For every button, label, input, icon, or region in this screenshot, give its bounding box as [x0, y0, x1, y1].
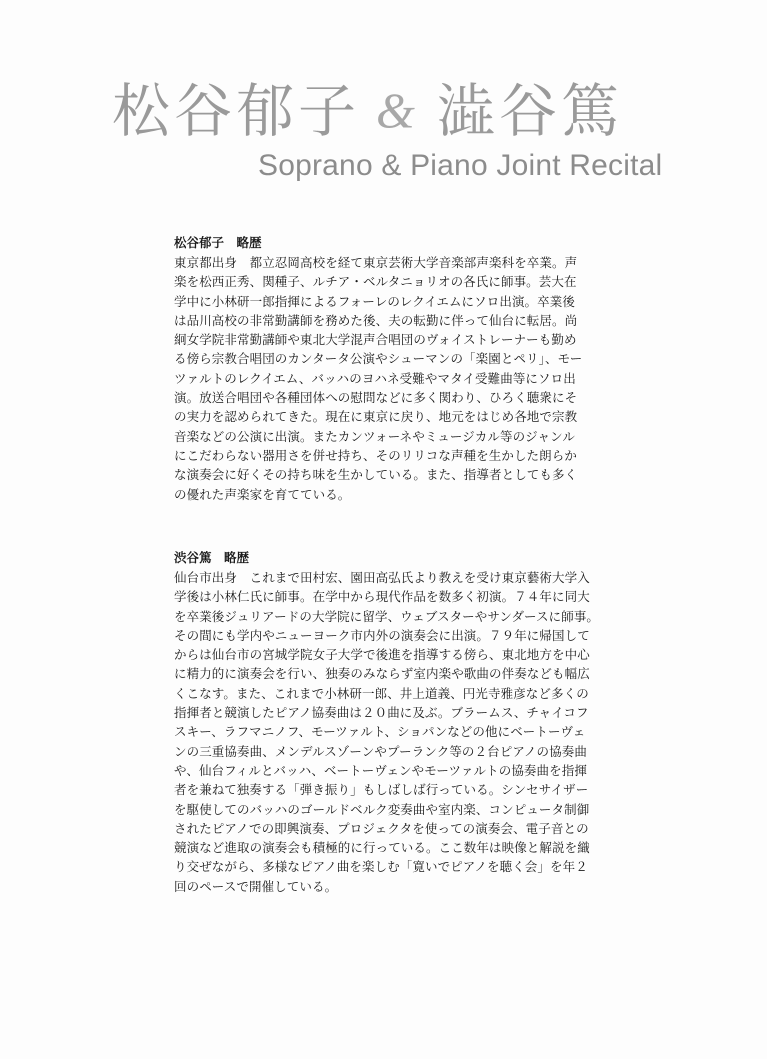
bio-line: 学後は小林仁氏に師事。在学中から現代作品を数多く初演。７４年に同大 [174, 589, 590, 605]
bio-line: の実力を認められてきた。現在に東京に戻り、地元をはじめ各地で宗教 [174, 409, 578, 425]
bio-line: 学中に小林研一郎指揮によるフォーレのレクイエムにソロ出演。卒業後 [174, 293, 575, 309]
page-subtitle: Soprano & Piano Joint Recital [258, 149, 663, 182]
bio-section-soprano [174, 233, 644, 504]
bio-line: ツァルトのレクイエム、バッハのヨハネ受難やマタイ受難曲等にソロ出 [174, 370, 576, 386]
bio-line: からは仙台市の宮城学院女子大学で後進を指導する傍ら、東北地方を中心 [174, 647, 590, 663]
bio-line: 東京都出身 都立忍岡高校を経て東京芸術大学音楽部声楽科を卒業。声 [174, 255, 578, 270]
bio-line: り交ぜながら、多様なピアノ曲を楽しむ「寛いでピアノを聴く会」を年２ [174, 859, 588, 875]
bio-line: 回のペースで開催している。 [174, 878, 338, 894]
bio-line: な演奏会に好くその持ち味を生かしている。また、指導者としても多く [174, 467, 578, 483]
bio-line: 指揮者と競演したピアノ協奏曲は２０曲に及ぶ。ブラームス、チャイコフ [174, 705, 589, 721]
bio-line: にこだわらない器用さを併せ持ち、そのリリコな声種を生かした朗らか [174, 447, 577, 463]
bio-line: に精力的に演奏会を行い、独奏のみならず室内楽や歌曲の伴奏なども幅広 [174, 666, 590, 682]
bio-line: を卒業後ジュリアードの大学院に留学、ウェブスターやサンダースに師事。 [174, 608, 600, 624]
bio-line: る傍ら宗教合唱団のカンタータ公演やシューマンの「楽園とペリ」、モー [174, 351, 583, 367]
bio-line: 仙台市出身 これまで田村宏、園田高弘氏より教えを受け東京藝術大学入 [174, 570, 590, 585]
bio-line: 競演など進取の演奏会も積極的に行っている。ここ数年は映像と解説を織 [174, 840, 590, 856]
bio-line: を駆使してのバッハのゴールドベルク変奏曲や室内楽、コンピュータ制御 [174, 801, 590, 817]
bio-heading: 松谷郁子 略歴 [174, 235, 262, 250]
bio-line: 音楽などの公演に出演。またカンツォーネやミュージカル等のジャンル [174, 428, 576, 444]
bio-line: ンの三重協奏曲、メンデルスゾーンやプーランク等の２台ピアノの協奏曲 [174, 743, 587, 759]
bio-line: くこなす。また、これまで小林研一郎、井上道義、円光寺雅彦など多くの [174, 685, 589, 701]
page-title [112, 70, 712, 150]
bio-section-pianist [174, 548, 644, 896]
bio-text [174, 568, 644, 896]
bio-line: されたピアノでの即興演奏、プロジェクタを使っての演奏会、電子音との [174, 820, 589, 836]
bio-line: 絅女学院非常勤講師や東北大学混声合唱団のヴォイストレーナーも勤め [174, 332, 577, 348]
bio-line: 者を兼ねて独奏する「弾き振り」もしばしば行っている。シンセサイザー [174, 782, 589, 798]
title-soprano-name: 松谷郁子 [112, 77, 361, 145]
bio-text [174, 253, 644, 504]
bio-line: その間にも学内やニューヨーク市内外の演奏会に出演。７９年に帰国して [174, 627, 590, 643]
ampersand-glyph: & [376, 82, 419, 138]
bio-heading: 渋谷篤 略歴 [174, 550, 250, 565]
bio-line: 演。放送合唱団や各種団体への慰問などに多く関わり、ひろく聴衆にそ [174, 390, 578, 406]
bio-line: スキー、ラフマニノフ、モーツァルト、ショパンなどの他にベートーヴェ [174, 724, 586, 740]
bio-line: の優れた声楽家を育てている。 [174, 486, 351, 502]
title-pianist-name: 澁谷篤 [436, 77, 623, 145]
bio-line: や、仙台フィルとバッハ、ベートーヴェンやモーツァルトの協奏曲を指揮 [174, 762, 587, 778]
bio-line: 楽を松西正秀、関種子、ルチア・ベルタニョリオの各氏に師事。芸大在 [174, 274, 577, 290]
bio-line: は品川高校の非常勤講師を務めた後、夫の転勤に伴って仙台に転居。尚 [174, 312, 578, 328]
